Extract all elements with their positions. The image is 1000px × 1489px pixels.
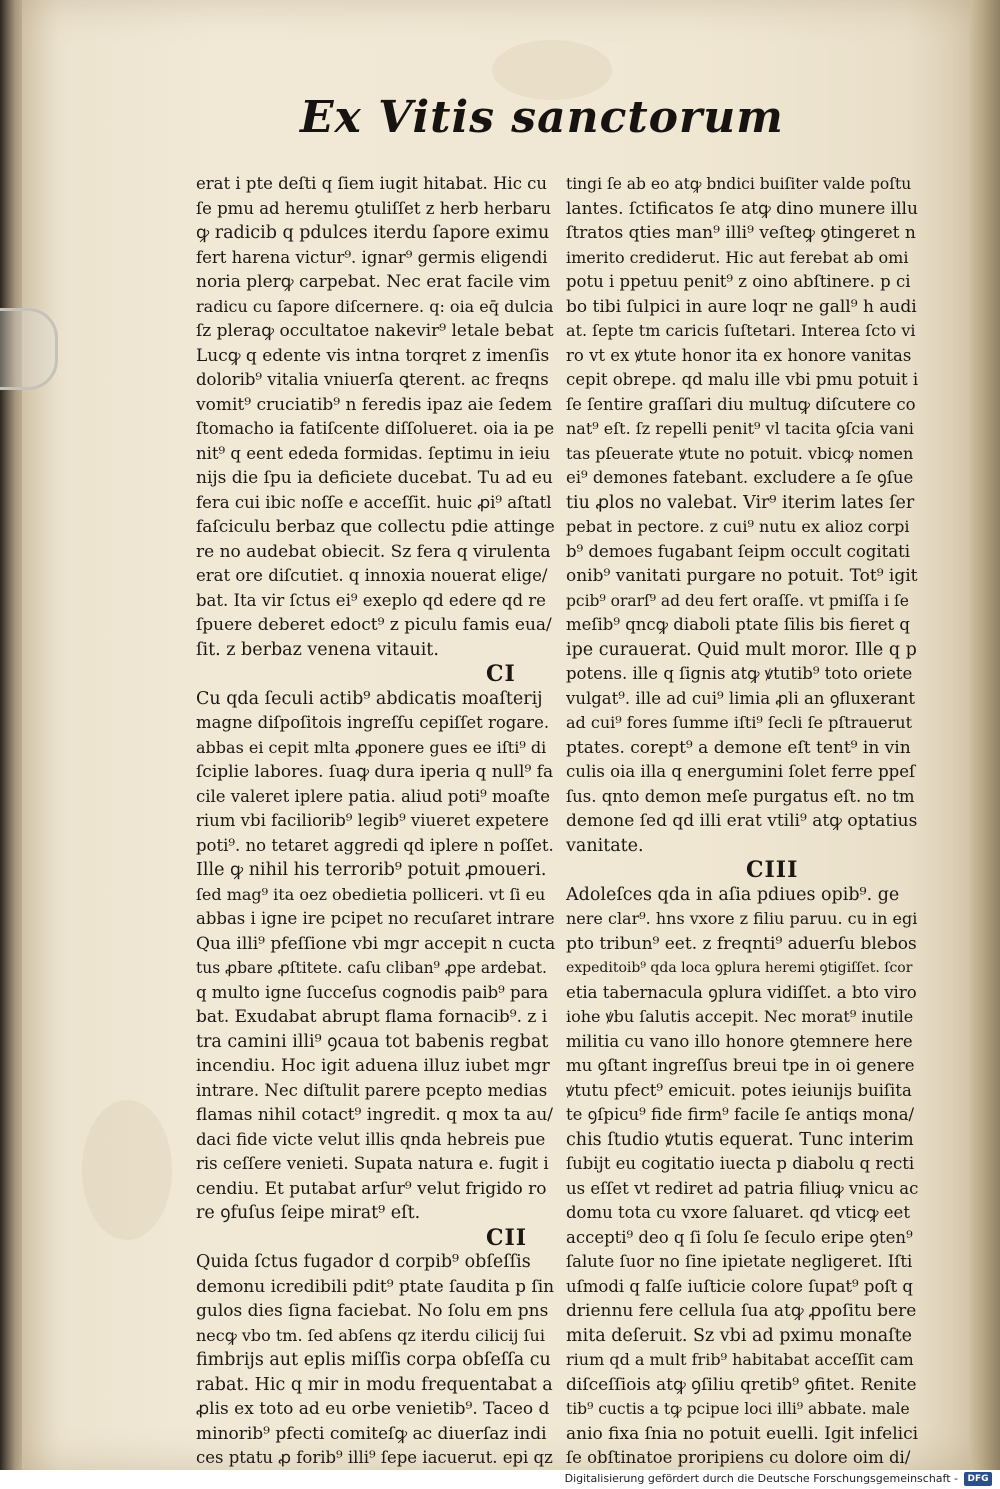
text-line: noria plerꝙ carpebat. Nec erat facile vim	[196, 272, 551, 292]
text-line: accepti⁹ deo q ſi ſolu ſe ſeculo eripe ꝯten⁹	[566, 1227, 913, 1247]
text-line: abbas i igne ire pcipet no recuſaret intrare	[196, 909, 555, 928]
text-line: minorib⁹ pfecti comiteſꝙ ac diuerſaz indi	[196, 1423, 547, 1444]
text-line: ſtomacho ia fatiſcente diſſolueret. oia ia pe	[196, 419, 555, 438]
book-right-edge	[970, 0, 1000, 1470]
text-line: ſubijt eu cogitatio iuecta p diabolu q recti	[566, 1154, 915, 1173]
text-line: Lucꝙ q edente vis intna torqret z imenſis	[196, 345, 550, 366]
text-line: nijs die ſpu ia deficiete ducebat. Tu ad eu	[196, 468, 553, 488]
paper-stain	[82, 1100, 172, 1240]
text-line: ſed mag⁹ ita oez obedietia polliceri. vt ſi eu	[196, 884, 546, 904]
chapter-number-label: CIII	[746, 857, 799, 883]
text-line: iohe ꝟbu ſalutis accepit. Nec morat⁹ inutile	[566, 1007, 914, 1026]
text-line: vomit⁹ cruciatib⁹ n feredis ipaz aie ſedem	[196, 394, 553, 415]
text-line: lantes. ſctificatos ſe atꝙ dino munere illu	[566, 198, 918, 219]
text-line: ris ceſſere venieti. Supata natura e. fugit i	[196, 1154, 549, 1173]
text-line: te ꝯſpicu⁹ fide firm⁹ facile ſe antiqs mona/	[566, 1105, 915, 1124]
text-line: ſciplie labores. ſuaꝙ dura iperia q null⁹ fa	[196, 762, 554, 782]
text-line: ei⁹ demones fatebant. excludere a ſe ꝯſue	[566, 468, 914, 487]
text-line: ipe curauerat. Quid mult moror. Ille q p	[566, 639, 917, 660]
page-clip	[0, 308, 58, 390]
text-line: potens. ille q ſignis atꝙ ꝟtutib⁹ toto oriete	[566, 664, 913, 683]
text-line: pto tribun⁹ eet. z freqnti⁹ aduerſu blebos	[566, 933, 917, 954]
text-line: tingi ſe ab eo atꝙ bndici buiſiter valde poſtu	[566, 175, 912, 193]
text-line: abbas ei cepit mlta ꝓponere gues ee iſti⁹ di	[196, 737, 547, 757]
text-line: ad cui⁹ fores ſumme iſti⁹ ſecli ſe pſtrauerut	[566, 713, 913, 732]
text-line: chis ſtudio ꝟtutis equerat. Tunc interim	[566, 1129, 914, 1150]
text-line: rium vbi faciliorib⁹ legib⁹ viueret expetere	[196, 811, 549, 830]
text-line: diſceſſiois atꝙ ꝯſiliu qretib⁹ ꝯfitet. Renite	[566, 1374, 917, 1395]
text-line: rabat. Hic q mir in modu frequentabat a	[196, 1374, 553, 1395]
text-line: etia tabernacula ꝯplura vidiſſet. a bto viro	[566, 982, 917, 1002]
text-line: potu i ppetuu penit⁹ z oino abſtinere. p ci	[566, 272, 911, 291]
text-line: bat. Exudabat abrupt flama fornacib⁹. z i	[196, 1007, 548, 1027]
text-line: pebat in pectore. z cui⁹ nutu ex alioz corpi	[566, 517, 910, 536]
text-line: uſmodi q falſe iuſticie colore ſupat⁹ poſt q	[566, 1276, 913, 1296]
text-line: Qua illi⁹ pfeſſione vbi mgr accepit n cucta	[196, 933, 556, 954]
chapter-number-label: CI	[486, 661, 516, 687]
text-line: tas pſeuerate ꝟtute no potuit. vbicꝙ nomen	[566, 443, 914, 463]
text-line: ꝙ radicib q pdulces iterdu ſapore eximu	[196, 223, 550, 243]
text-line: ſit. z berbaz venena vitauit.	[196, 639, 439, 660]
text-line: Adoleſces qda in aſia pdiues opib⁹. ge	[566, 884, 900, 905]
text-line: flamas nihil cotact⁹ ingredit. q mox ta au/	[196, 1105, 553, 1125]
page-title: Ex Vitis sanctorum	[300, 92, 784, 143]
paper-stain	[492, 40, 612, 100]
text-line: ꝟtutu pfect⁹ emicuit. potes ieiunijs buiſita	[566, 1080, 912, 1100]
text-line: radicu cu ſapore diſcernere. q: oia eq̄ dulcia	[196, 296, 554, 316]
text-line: q multo igne ſucceſus cognodis paib⁹ para	[196, 982, 549, 1002]
text-line: gulos dies ſigna faciebat. No ſolu em pns	[196, 1301, 549, 1321]
text-line: at. ſepte tm caricis ſuſtetari. Interea ſcto vi	[566, 321, 916, 340]
text-line: dolorib⁹ vitalia vniuerſa ꝗterent. ac freqns	[196, 370, 549, 389]
text-line: ſe ſentire graſſari diu multuꝙ diſcutere co	[566, 394, 916, 414]
text-line: re no audebat obiecit. Sz fera q virulenta	[196, 541, 551, 562]
text-line: erat ore diſcutiet. q innoxia nouerat elige/	[196, 566, 548, 585]
footer-bar	[0, 1470, 1000, 1489]
text-line: demonu icredibili pdit⁹ ptate ſaudita p ſin	[196, 1276, 555, 1297]
text-line: cile valeret iplere patia. aliud poti⁹ moaſte	[196, 786, 550, 806]
text-line: fimbrijs aut eplis miſſis corpa obſeſſa cu	[196, 1350, 551, 1370]
text-line: ces ptatu ꝓ forib⁹ illi⁹ ſepe iacuerut. epi qz	[196, 1448, 553, 1467]
text-line: cepit obrepe. qd malu ille vbi pmu potuit i	[566, 370, 919, 389]
chapter-number	[196, 662, 551, 687]
text-line: ſpuere deberet edoct⁹ z piculu famis eua/	[196, 615, 552, 635]
text-line: ſe obſtinatoe proripiens cu dolore oim di/	[566, 1448, 911, 1467]
text-line: fert harena victur⁹. ignar⁹ germis eligendi	[196, 247, 548, 267]
digitization-credit: Digitalisierung gefördert durch die Deutsche Forschungsgemeinschaft -	[564, 1472, 958, 1485]
right-column	[566, 172, 919, 1471]
text-line: ſe pmu ad heremu ꝯtuliſſet z herb herbaru	[196, 198, 551, 218]
text-line: rium qd a mult frib⁹ habitabat acceſſit cam	[566, 1350, 914, 1369]
text-line: mu ꝯſtant ingreſſus breui tpe in oi genere	[566, 1056, 915, 1075]
text-line: bo tibi ſulpici in aure loqr ne gall⁹ h audi	[566, 296, 917, 317]
text-line: necꝙ vbo tm. ſed abſens qz iterdu cilicij ſui	[196, 1325, 545, 1345]
text-line: ptates. corept⁹ a demone eſt tent⁹ in vin	[566, 737, 911, 758]
text-line: mita deſeruit. Sz vbi ad pximu monaſte	[566, 1325, 913, 1346]
text-line: incendiu. Hoc igit aduena illuz iubet mgr	[196, 1056, 550, 1076]
text-line: ſus. qnto demon meſe purgatus eſt. no tm	[566, 786, 915, 806]
text-line: anio fixa ſnia no potuit euelli. Igit infelici	[566, 1423, 919, 1444]
text-line: ſalute ſuor no ſine ipietate negligeret. Iſti	[566, 1252, 913, 1271]
chapter-number	[566, 858, 914, 883]
text-line: tus ꝓbare ꝓſtitete. caſu cliban⁹ ꝓpe ardebat.	[196, 959, 547, 977]
text-line: demone ſed qd illi erat vtili⁹ atꝙ optatius	[566, 811, 918, 831]
text-line: Ille ꝙ nihil his terrorib⁹ potuit ꝓmoueri.	[196, 860, 547, 880]
text-line: vulgat⁹. ille ad cui⁹ limia ꝓli an ꝯfluxerant	[566, 688, 916, 708]
text-line: ro vt ex ꝟtute honor ita ex honore vanitas	[566, 345, 912, 365]
text-line: ꝓlis ex toto ad eu orbe venietib⁹. Taceo d	[196, 1399, 550, 1419]
text-line: intrare. Nec diſtulit parere pcepto medias	[196, 1080, 548, 1100]
text-line: bat. Ita vir ſctus ei⁹ exeplo qd edere qd re	[196, 590, 546, 610]
text-line: re ꝯfuſus ſeipe mirat⁹ eſt.	[196, 1203, 421, 1223]
text-line: domu tota cu vxore ſaluaret. qd vticꝙ eet	[566, 1203, 910, 1222]
text-line: expeditoib⁹ qda loca ꝯplura heremi ꝯtigiſſet. ſcor	[566, 960, 913, 976]
text-line: us eſſet vt rediret ad patria filiuꝙ vnicu ac	[566, 1178, 919, 1198]
text-line: b⁹ demoes fugabant ſeipm occult cogitati	[566, 541, 911, 561]
text-line: militia cu vano illo honore ꝯtemnere here	[566, 1031, 913, 1051]
text-line: tib⁹ cuctis a tꝙ pcipue loci illi⁹ abbate. male	[566, 1400, 910, 1418]
text-line: Quida ſctus fugador d corpib⁹ obſeſſis	[196, 1252, 531, 1272]
text-line: magne diſpoſitois ingreſſu cepiſſet rogare.	[196, 713, 550, 732]
text-line: daci fide victe velut illis qnda hebreis pue	[196, 1129, 546, 1149]
text-line: ſtratos qties man⁹ illi⁹ veſteꝙ ꝯtingeret n	[566, 223, 916, 243]
text-line: vanitate.	[566, 835, 644, 856]
text-line: meſib⁹ qncꝙ diaboli ptate ſilis bis fieret q	[566, 615, 910, 634]
text-line: nere clar⁹. hns vxore z filiu paruu. cu in egi	[566, 909, 918, 928]
text-line: nat⁹ eſt. ſz repelli penit⁹ vl tacita ꝯſcia vani	[566, 419, 914, 438]
text-line: onib⁹ vanitati purgare no potuit. Tot⁹ igit	[566, 566, 918, 586]
text-line: culis oia illa q energumini ſolet ferre ppeſ	[566, 762, 916, 781]
text-line: tiu ꝓlos no valebat. Vir⁹ iterim lates ſer	[566, 492, 915, 513]
chapter-number-label: CII	[486, 1224, 528, 1251]
text-line: ſz pleraꝙ occultatoe nakevir⁹ letale bebat	[196, 321, 554, 341]
dfg-logo: DFG	[964, 1472, 992, 1486]
chapter-number	[196, 1226, 551, 1251]
text-line: Cu qda ſeculi actib⁹ abdicatis moaſterij	[196, 688, 543, 709]
left-column	[196, 172, 556, 1489]
text-line: imerito crediderut. Hic aut ferebat ab omi	[566, 247, 909, 267]
text-line: driennu fere cellula ſua atꝙ ꝓpoſitu bere	[566, 1301, 917, 1321]
text-line: nit⁹ q eent ededa formidas. ſeptimu in ieiu	[196, 443, 551, 463]
text-line: erat i pte deſti q ſiem iugit hitabat. Hic cu	[196, 174, 548, 193]
text-line: fera cui ibic noſſe e acceſſit. huic ꝓi⁹ aſtatl	[196, 492, 552, 512]
text-line: tra camini illi⁹ ꝯcaua tot babenis regbat	[196, 1031, 549, 1052]
text-line: pcib⁹ orarſ⁹ ad deu fert oraſſe. vt pmiſſa i ſe	[566, 591, 909, 610]
text-line: faſciculu berbaz que collectu pdie attinge	[196, 517, 555, 537]
text-line: poti⁹. no tetaret aggredi qd iplere n poſſet.	[196, 835, 554, 855]
text-line: cendiu. Et putabat arſur⁹ velut frigido ro	[196, 1178, 547, 1199]
